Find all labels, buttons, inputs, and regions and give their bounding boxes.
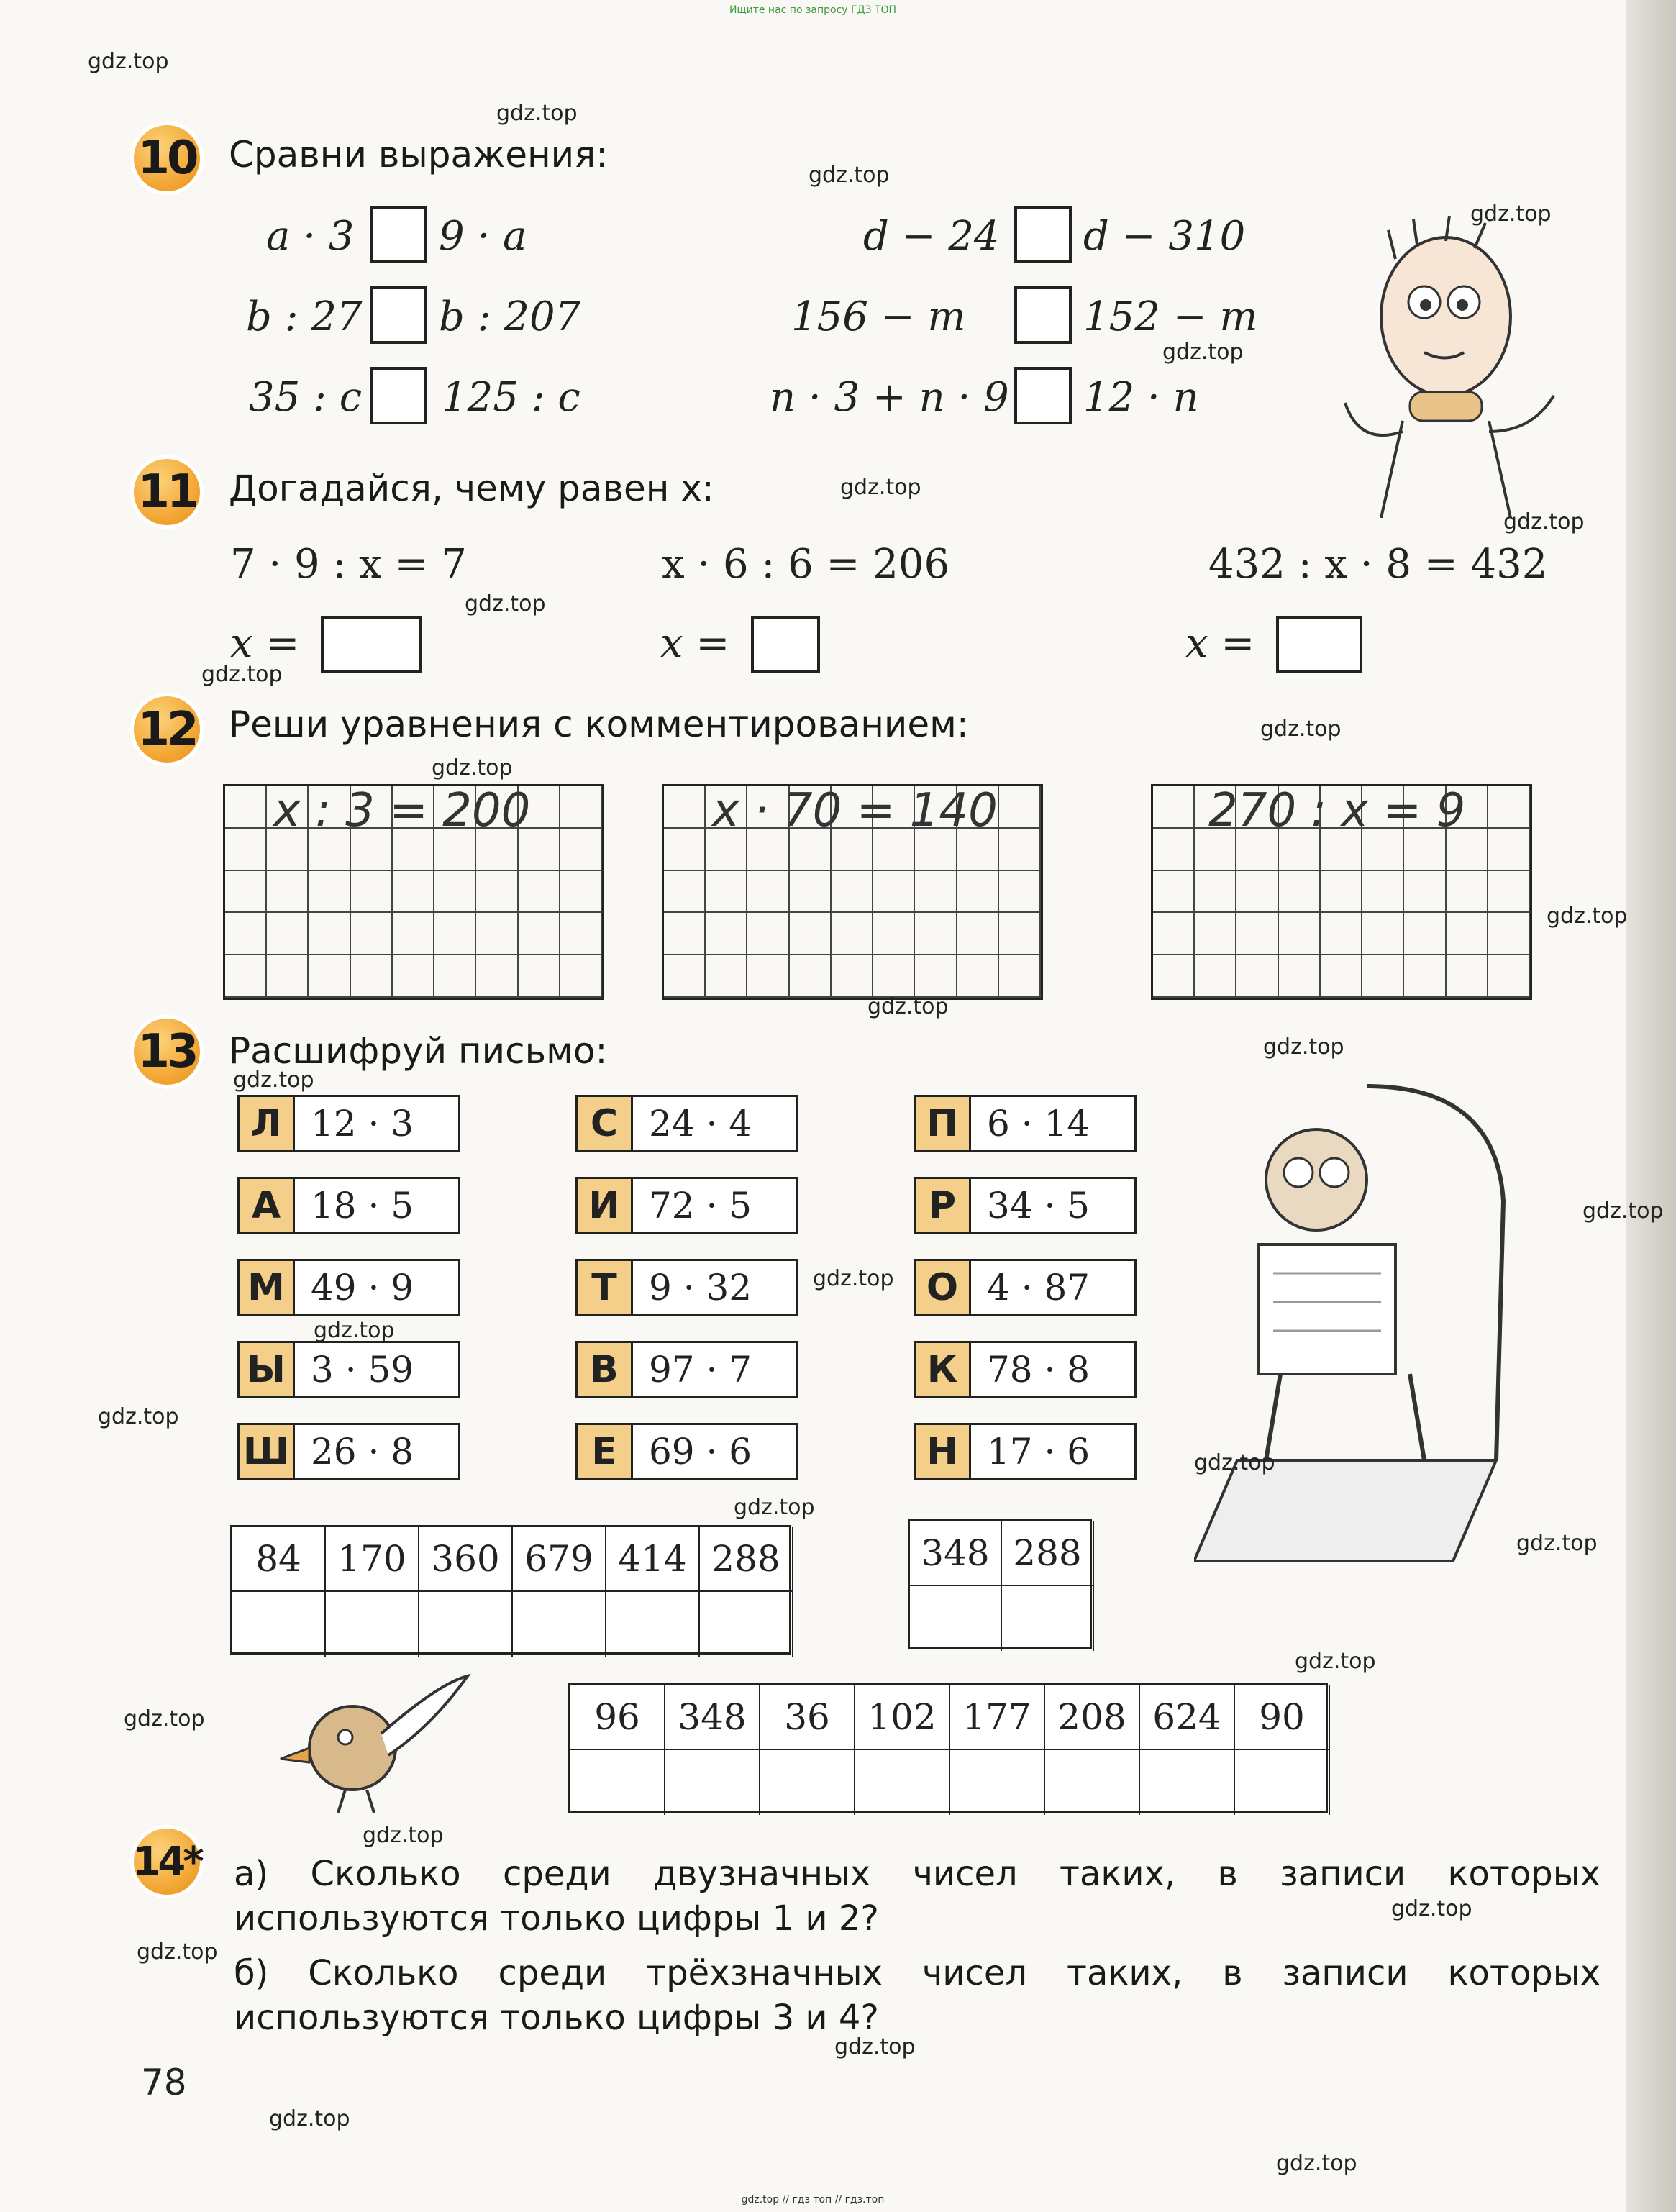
grid-cell[interactable] (957, 913, 999, 955)
cipher-letter: П (916, 1097, 971, 1150)
ex10-right-1: 9 · a (439, 213, 527, 260)
grid-cell[interactable] (1279, 955, 1321, 998)
grid-cell[interactable] (1447, 871, 1488, 914)
grid-cell[interactable] (999, 955, 1041, 998)
cipher-letter: Т (578, 1261, 633, 1314)
cipher-expression: 3 · 59 (311, 1349, 414, 1391)
answer-letter-cell[interactable] (513, 1592, 606, 1657)
watermark-text: gdz.top (98, 1404, 179, 1429)
answer-number: 679 (513, 1527, 606, 1592)
watermark-text: gdz.top (734, 1495, 815, 1520)
ex10-compare-box[interactable] (1014, 286, 1072, 344)
exercise-11-title: Догадайся, чему равен x: (229, 468, 714, 509)
ex10-right-5: 125 : c (442, 374, 580, 421)
grid-cell[interactable] (1236, 871, 1278, 914)
answer-number: 414 (606, 1527, 700, 1592)
grid-cell[interactable] (1362, 871, 1404, 914)
grid-cell[interactable] (1279, 871, 1321, 914)
watermark-text: gdz.top (1295, 1649, 1376, 1674)
cipher-letter: Е (578, 1425, 633, 1478)
cipher-expression: 72 · 5 (649, 1185, 752, 1226)
grid-cell[interactable] (225, 955, 267, 998)
grid-cell[interactable] (1488, 871, 1530, 914)
cipher-letter: Н (916, 1425, 971, 1478)
grid-cell[interactable] (790, 871, 832, 914)
answer-table-2 (908, 1519, 1092, 1649)
ex11-x-label: x = (230, 620, 300, 667)
grid-cell[interactable] (560, 871, 602, 914)
boy-illustration (1316, 216, 1590, 518)
watermark-text: gdz.top (809, 163, 890, 188)
grid-cell[interactable] (832, 871, 873, 914)
cipher-expression: 69 · 6 (649, 1431, 752, 1473)
grid-cell[interactable] (1195, 913, 1236, 955)
watermark-text: gdz.top (269, 2106, 350, 2131)
answer-number: 90 (1235, 1685, 1330, 1750)
grid-cell[interactable] (1362, 913, 1404, 955)
watermark-text: gdz.top (1276, 2151, 1357, 2176)
watermark-text: gdz.top (840, 475, 921, 500)
exercise-14-badge: 14* (129, 1824, 204, 1899)
grid-cell[interactable] (915, 913, 957, 955)
ex10-left-3: b : 27 (246, 293, 363, 340)
watermark-text: gdz.top (201, 662, 283, 687)
cipher-expression: 24 · 4 (649, 1103, 752, 1144)
answer-letter-cell[interactable] (700, 1592, 793, 1657)
ex10-left-1: a · 3 (266, 213, 355, 260)
watermark-text: gdz.top (1391, 1896, 1472, 1921)
ex10-compare-box[interactable] (370, 206, 427, 263)
grid-cell[interactable] (519, 955, 560, 998)
ex11-answer-box[interactable] (1276, 616, 1362, 673)
cipher-expression: 12 · 3 (311, 1103, 414, 1144)
ex10-right-3: b : 207 (439, 293, 581, 340)
watermark-text: gdz.top (496, 101, 578, 126)
cipher-entry (914, 1341, 1137, 1398)
grid-cell[interactable] (267, 871, 309, 914)
answer-letter-cell[interactable] (760, 1750, 855, 1815)
answer-table-3 (568, 1683, 1328, 1813)
ex10-compare-box[interactable] (370, 367, 427, 424)
answer-number: 348 (910, 1521, 1002, 1586)
answer-letter-cell[interactable] (232, 1592, 326, 1657)
watermark-text: gdz.top (137, 1939, 218, 1965)
grid-cell[interactable] (790, 955, 832, 998)
grid-cell[interactable] (1321, 871, 1362, 914)
cipher-letter: Ы (240, 1343, 295, 1396)
grid-cell[interactable] (999, 913, 1041, 955)
exercise-10-title: Сравни выражения: (229, 134, 609, 176)
grid-cell[interactable] (747, 955, 789, 998)
grid-cell[interactable] (747, 871, 789, 914)
answer-letter-cell[interactable] (855, 1750, 950, 1815)
cipher-expression: 34 · 5 (987, 1185, 1090, 1226)
ex10-left-4: 156 − m (791, 293, 966, 340)
answer-letter-cell[interactable] (1045, 1750, 1140, 1815)
grid-cell[interactable] (1404, 913, 1446, 955)
grid-cell[interactable] (957, 871, 999, 914)
cipher-entry (237, 1341, 460, 1398)
cipher-expression: 4 · 87 (987, 1267, 1090, 1308)
answer-number: 96 (570, 1685, 665, 1750)
grid-cell[interactable] (1153, 829, 1195, 871)
grid-cell[interactable] (225, 786, 267, 829)
monkey-illustration (1194, 1057, 1568, 1575)
answer-letter-cell[interactable] (910, 1586, 1002, 1651)
grid-cell[interactable] (225, 829, 267, 871)
ex11-answer-box[interactable] (321, 616, 422, 673)
grid-cell[interactable] (1153, 913, 1195, 955)
answer-number: 624 (1140, 1685, 1235, 1750)
exercise-14-question-a: а) Сколько среди двузначных чисел таких, в записи которых используются только цифры 1 и 2? (234, 1854, 1600, 1939)
grid-cell[interactable] (1488, 829, 1530, 871)
answer-letter-cell[interactable] (1140, 1750, 1235, 1815)
cipher-expression: 17 · 6 (987, 1431, 1090, 1473)
exercise-12-title: Реши уравнения с комментированием: (229, 704, 969, 745)
answer-letter-cell[interactable] (950, 1750, 1045, 1815)
equation-grid-3-header: 270 : x = 9 (1208, 784, 1466, 837)
grid-cell[interactable] (393, 913, 434, 955)
watermark-text: gdz.top (834, 2034, 916, 2059)
answer-number: 288 (1002, 1521, 1094, 1586)
answer-letter-cell[interactable] (606, 1592, 700, 1657)
footer-note: gdz.top // гдз топ // гдз.топ (741, 2194, 885, 2206)
grid-cell[interactable] (1321, 955, 1362, 998)
exercise-14-question-b: б) Сколько среди трёхзначных чисел таких, в записи которых используются только цифры 3 и 4? (234, 1953, 1600, 2038)
ex10-compare-box[interactable] (1014, 367, 1072, 424)
cipher-entry (914, 1259, 1137, 1316)
grid-cell[interactable] (309, 913, 350, 955)
cipher-expression: 18 · 5 (311, 1185, 414, 1226)
cipher-entry (575, 1259, 798, 1316)
cipher-entry (914, 1423, 1137, 1480)
grid-cell[interactable] (519, 871, 560, 914)
ex11-answer-box[interactable] (751, 616, 820, 673)
grid-cell[interactable] (1488, 955, 1530, 998)
ex11-equation-1: 7 · 9 : x = 7 (230, 541, 467, 588)
grid-cell[interactable] (393, 955, 434, 998)
cipher-entry (914, 1095, 1137, 1152)
header-note: Ищите нас по запросу ГДЗ ТОП (729, 4, 897, 16)
answer-letter-cell[interactable] (1235, 1750, 1330, 1815)
ex10-right-2: d − 310 (1083, 213, 1246, 260)
grid-cell[interactable] (560, 955, 602, 998)
watermark-text: gdz.top (1516, 1531, 1598, 1556)
watermark-text: gdz.top (314, 1318, 395, 1343)
watermark-text: gdz.top (1547, 904, 1628, 929)
ex10-right-4: 152 − m (1083, 293, 1258, 340)
watermark-text: gdz.top (1162, 340, 1244, 365)
grid-cell[interactable] (1195, 871, 1236, 914)
grid-cell[interactable] (832, 955, 873, 998)
ex11-x-label: x = (1185, 620, 1255, 667)
grid-cell[interactable] (351, 955, 393, 998)
grid-cell[interactable] (434, 871, 476, 914)
cipher-entry (575, 1341, 798, 1398)
grid-cell[interactable] (1236, 955, 1278, 998)
cipher-letter: И (578, 1179, 633, 1232)
answer-letter-cell[interactable] (1002, 1586, 1094, 1651)
grid-cell[interactable] (1321, 913, 1362, 955)
grid-cell[interactable] (1488, 786, 1530, 829)
ex10-compare-box[interactable] (1014, 206, 1072, 263)
grid-cell[interactable] (560, 829, 602, 871)
grid-cell[interactable] (225, 913, 267, 955)
grid-cell[interactable] (664, 913, 706, 955)
page-edge (1626, 0, 1676, 2212)
answer-number: 360 (419, 1527, 513, 1592)
grid-cell[interactable] (476, 871, 518, 914)
grid-cell[interactable] (560, 786, 602, 829)
grid-cell[interactable] (999, 786, 1041, 829)
ex11-equation-2: x · 6 : 6 = 206 (662, 541, 950, 588)
cipher-entry (575, 1095, 798, 1152)
grid-cell[interactable] (790, 913, 832, 955)
answer-number: 208 (1045, 1685, 1140, 1750)
grid-cell[interactable] (873, 913, 915, 955)
cipher-letter: Р (916, 1179, 971, 1232)
exercise-11-badge: 11 (129, 455, 204, 529)
grid-cell[interactable] (1447, 913, 1488, 955)
cipher-entry (237, 1423, 460, 1480)
grid-cell[interactable] (915, 955, 957, 998)
grid-cell[interactable] (747, 913, 789, 955)
grid-cell[interactable] (999, 871, 1041, 914)
answer-number: 102 (855, 1685, 950, 1750)
answer-letter-cell[interactable] (326, 1592, 419, 1657)
grid-cell[interactable] (915, 871, 957, 914)
cipher-entry (575, 1423, 798, 1480)
grid-cell[interactable] (1488, 913, 1530, 955)
page-number: 78 (141, 2062, 187, 2103)
grid-cell[interactable] (1153, 955, 1195, 998)
grid-cell[interactable] (873, 871, 915, 914)
grid-cell[interactable] (1195, 955, 1236, 998)
cipher-entry (575, 1177, 798, 1234)
grid-cell[interactable] (1153, 871, 1195, 914)
grid-cell[interactable] (1153, 786, 1195, 829)
grid-cell[interactable] (999, 829, 1041, 871)
grid-cell[interactable] (664, 786, 706, 829)
grid-cell[interactable] (1236, 913, 1278, 955)
equation-grid-1-header: x : 3 = 200 (273, 784, 531, 837)
cipher-letter: К (916, 1343, 971, 1396)
cipher-expression: 9 · 32 (649, 1267, 752, 1308)
answer-number: 348 (665, 1685, 760, 1750)
grid-cell[interactable] (351, 871, 393, 914)
grid-cell[interactable] (957, 955, 999, 998)
cipher-expression: 26 · 8 (311, 1431, 414, 1473)
cipher-expression: 6 · 14 (987, 1103, 1090, 1144)
grid-cell[interactable] (706, 955, 747, 998)
exercise-10-badge: 10 (129, 121, 204, 196)
ex10-right-6: 12 · n (1083, 374, 1199, 421)
cipher-entry (237, 1259, 460, 1316)
grid-cell[interactable] (560, 913, 602, 955)
watermark-text: gdz.top (465, 591, 546, 616)
cipher-letter: В (578, 1343, 633, 1396)
grid-cell[interactable] (1279, 913, 1321, 955)
exercise-13-badge: 13 (129, 1014, 204, 1089)
watermark-text: gdz.top (1503, 509, 1585, 534)
cipher-entry (237, 1177, 460, 1234)
grid-cell[interactable] (832, 913, 873, 955)
grid-cell[interactable] (267, 955, 309, 998)
exercise-13-title: Расшифруй письмо: (229, 1030, 608, 1072)
watermark-text: gdz.top (88, 49, 169, 74)
watermark-text: gdz.top (432, 755, 513, 780)
grid-cell[interactable] (225, 871, 267, 914)
grid-cell[interactable] (267, 913, 309, 955)
cipher-expression: 49 · 9 (311, 1267, 414, 1308)
ex10-left-5: 35 : c (249, 374, 363, 421)
grid-cell[interactable] (706, 913, 747, 955)
grid-cell[interactable] (1404, 955, 1446, 998)
answer-number: 36 (760, 1685, 855, 1750)
grid-cell[interactable] (1447, 955, 1488, 998)
grid-cell[interactable] (706, 871, 747, 914)
answer-number: 84 (232, 1527, 326, 1592)
watermark-text: gdz.top (813, 1266, 894, 1291)
cipher-letter: С (578, 1097, 633, 1150)
watermark-text: gdz.top (1194, 1450, 1275, 1475)
ex11-equation-3: 432 : x · 8 = 432 (1208, 541, 1548, 588)
grid-cell[interactable] (873, 955, 915, 998)
grid-cell[interactable] (1404, 871, 1446, 914)
grid-cell[interactable] (476, 955, 518, 998)
watermark-text: gdz.top (1470, 201, 1552, 227)
grid-cell[interactable] (434, 955, 476, 998)
watermark-text: gdz.top (867, 994, 949, 1019)
equation-grid-2-header: x · 70 = 140 (712, 784, 998, 837)
watermark-text: gdz.top (1260, 716, 1342, 742)
grid-cell[interactable] (351, 913, 393, 955)
watermark-text: gdz.top (124, 1706, 205, 1731)
answer-table-1 (230, 1525, 791, 1655)
answer-number: 288 (700, 1527, 793, 1592)
answer-letter-cell[interactable] (570, 1750, 665, 1815)
ex10-compare-box[interactable] (370, 286, 427, 344)
answer-letter-cell[interactable] (419, 1592, 513, 1657)
grid-cell[interactable] (309, 955, 350, 998)
cipher-letter: Ш (240, 1425, 295, 1478)
bird-illustration (266, 1669, 482, 1820)
grid-cell[interactable] (309, 871, 350, 914)
cipher-expression: 78 · 8 (987, 1349, 1090, 1391)
cipher-entry (237, 1095, 460, 1152)
grid-cell[interactable] (393, 871, 434, 914)
cipher-letter: О (916, 1261, 971, 1314)
ex11-x-label: x = (660, 620, 730, 667)
exercise-12-badge: 12 (129, 692, 204, 767)
answer-letter-cell[interactable] (665, 1750, 760, 1815)
cipher-entry (914, 1177, 1137, 1234)
ex10-left-6: n · 3 + n · 9 (770, 374, 1009, 421)
grid-cell[interactable] (434, 913, 476, 955)
grid-cell[interactable] (664, 829, 706, 871)
watermark-text: gdz.top (1263, 1034, 1344, 1060)
answer-number: 170 (326, 1527, 419, 1592)
cipher-letter: М (240, 1261, 295, 1314)
grid-cell[interactable] (664, 871, 706, 914)
cipher-letter: А (240, 1179, 295, 1232)
answer-number: 177 (950, 1685, 1045, 1750)
ex10-left-2: d − 24 (863, 213, 1000, 260)
grid-cell[interactable] (519, 913, 560, 955)
watermark-text: gdz.top (1582, 1198, 1664, 1224)
grid-cell[interactable] (1362, 955, 1404, 998)
grid-cell[interactable] (664, 955, 706, 998)
watermark-text: gdz.top (233, 1068, 314, 1093)
watermark-text: gdz.top (363, 1823, 444, 1848)
grid-cell[interactable] (476, 913, 518, 955)
cipher-expression: 97 · 7 (649, 1349, 752, 1391)
cipher-letter: Л (240, 1097, 295, 1150)
